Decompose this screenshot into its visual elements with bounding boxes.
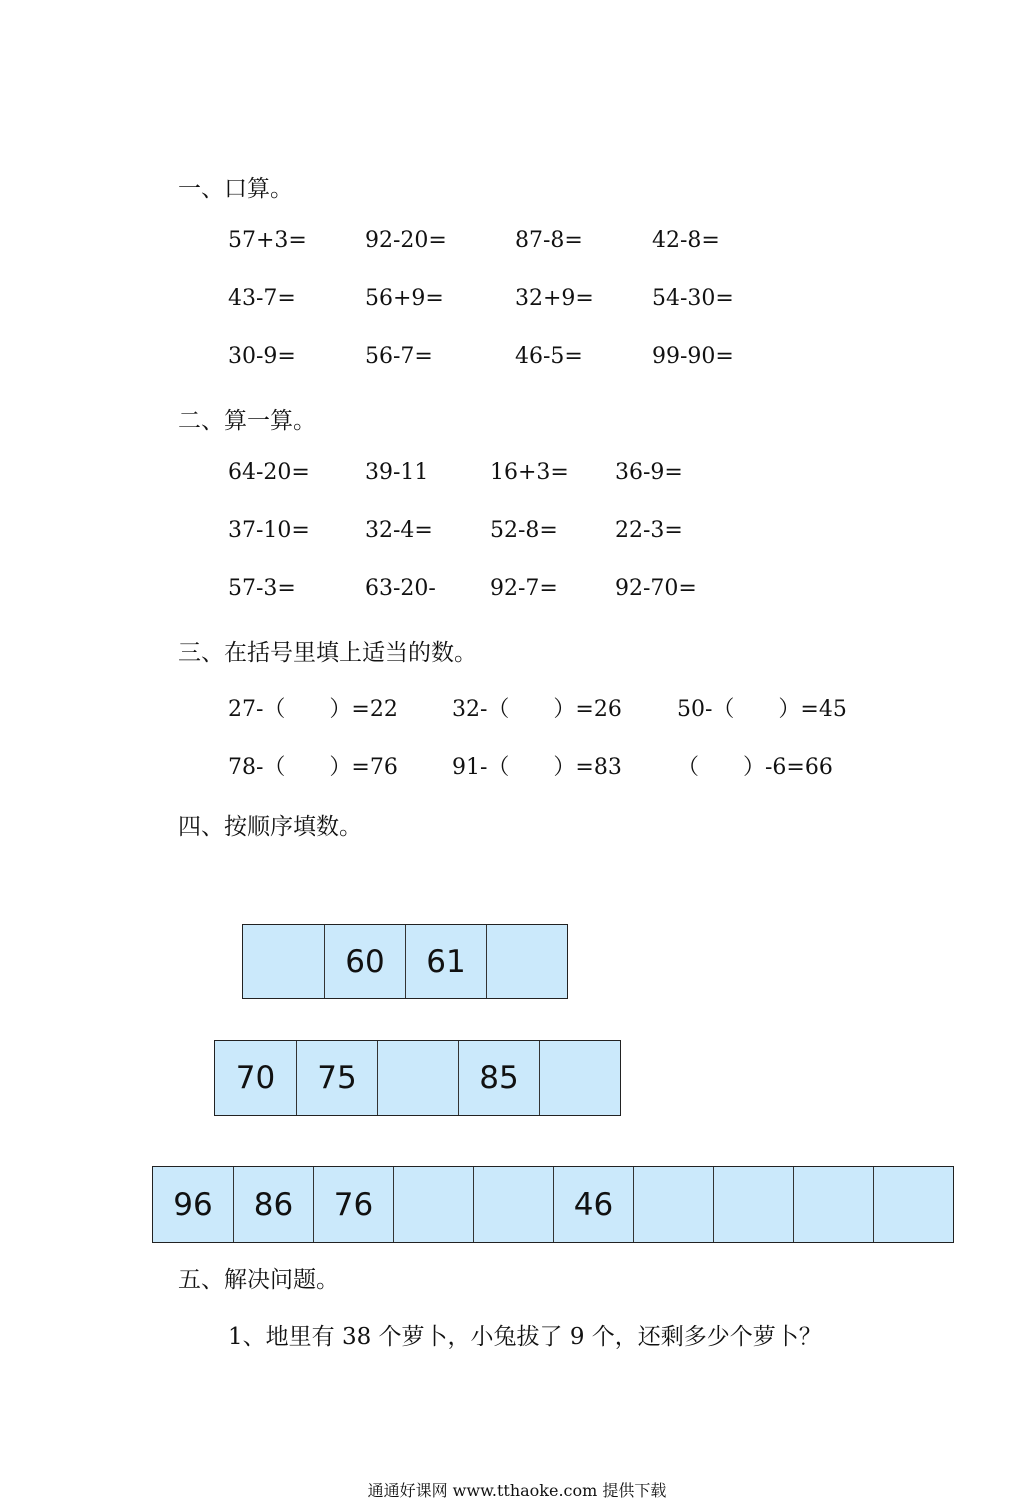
exercise-s2-r3-c2: 63-20- [365, 576, 436, 601]
strip-cell: 75 [296, 1041, 377, 1115]
exercise-s2-r3-c3: 92-7= [490, 576, 558, 601]
strip-cell: 46 [553, 1167, 633, 1242]
exercise-s2-r2-c2: 32-4= [365, 518, 433, 543]
exercise-s1-r3-c3: 46-5= [515, 344, 583, 369]
strip-cell [539, 1041, 620, 1115]
strip-cell [486, 925, 567, 998]
strip-cell [633, 1167, 713, 1242]
strip-cell [793, 1167, 873, 1242]
section-5-heading: 五、解决问题。 [178, 1267, 339, 1293]
strip-cell: 85 [458, 1041, 539, 1115]
strip-cell: 76 [313, 1167, 393, 1242]
number-strip-1 [242, 924, 568, 999]
exercise-s1-r2-c3: 32+9= [515, 286, 594, 311]
word-problem-1: 1、地里有 38 个萝卜，小兔拔了 9 个，还剩多少个萝卜？ [228, 1324, 822, 1350]
fill-blank-r2-c1: 78-（ ）=76 [228, 755, 398, 780]
exercise-s2-r2-c3: 52-8= [490, 518, 558, 543]
exercise-s1-r1-c3: 87-8= [515, 228, 583, 253]
number-strip-2 [214, 1040, 621, 1116]
exercise-s2-r3-c4: 92-70= [615, 576, 697, 601]
exercise-s2-r2-c4: 22-3= [615, 518, 683, 543]
fill-blank-r2-c2: 91-（ ）=83 [452, 755, 622, 780]
strip-cell: 61 [405, 925, 486, 998]
fill-blank-r1-c3: 50-（ ）=45 [677, 697, 847, 722]
strip-cell: 60 [324, 925, 405, 998]
strip-cell [873, 1167, 953, 1242]
exercise-s2-r3-c1: 57-3= [228, 576, 296, 601]
exercise-s2-r1-c4: 36-9= [615, 460, 683, 485]
exercise-s1-r2-c4: 54-30= [652, 286, 734, 311]
exercise-s1-r3-c4: 99-90= [652, 344, 734, 369]
exercise-s2-r1-c2: 39-11 [365, 460, 429, 485]
strip-cell [243, 925, 324, 998]
section-2-heading: 二、算一算。 [178, 408, 316, 434]
page-footer: 通通好课网 www.tthaoke.com 提供下载 [367, 1481, 667, 1500]
strip-cell: 70 [215, 1041, 296, 1115]
number-strip-3 [152, 1166, 954, 1243]
exercise-s1-r1-c2: 92-20= [365, 228, 447, 253]
strip-cell: 96 [153, 1167, 233, 1242]
fill-blank-r1-c2: 32-（ ）=26 [452, 697, 622, 722]
exercise-s2-r2-c1: 37-10= [228, 518, 310, 543]
section-1-heading: 一、口算。 [178, 176, 293, 202]
strip-cell [377, 1041, 458, 1115]
exercise-s2-r1-c1: 64-20= [228, 460, 310, 485]
exercise-s1-r2-c1: 43-7= [228, 286, 296, 311]
exercise-s2-r1-c3: 16+3= [490, 460, 569, 485]
fill-blank-r1-c1: 27-（ ）=22 [228, 697, 398, 722]
strip-cell [713, 1167, 793, 1242]
strip-cell: 86 [233, 1167, 313, 1242]
exercise-s1-r2-c2: 56+9= [365, 286, 444, 311]
exercise-s1-r3-c2: 56-7= [365, 344, 433, 369]
exercise-s1-r3-c1: 30-9= [228, 344, 296, 369]
strip-cell [393, 1167, 473, 1242]
strip-cell [473, 1167, 553, 1242]
exercise-s1-r1-c1: 57+3= [228, 228, 307, 253]
fill-blank-r2-c3: （ ）-6=66 [677, 755, 833, 780]
section-4-heading: 四、按顺序填数。 [178, 814, 362, 840]
exercise-s1-r1-c4: 42-8= [652, 228, 720, 253]
section-3-heading: 三、在括号里填上适当的数。 [178, 640, 477, 666]
